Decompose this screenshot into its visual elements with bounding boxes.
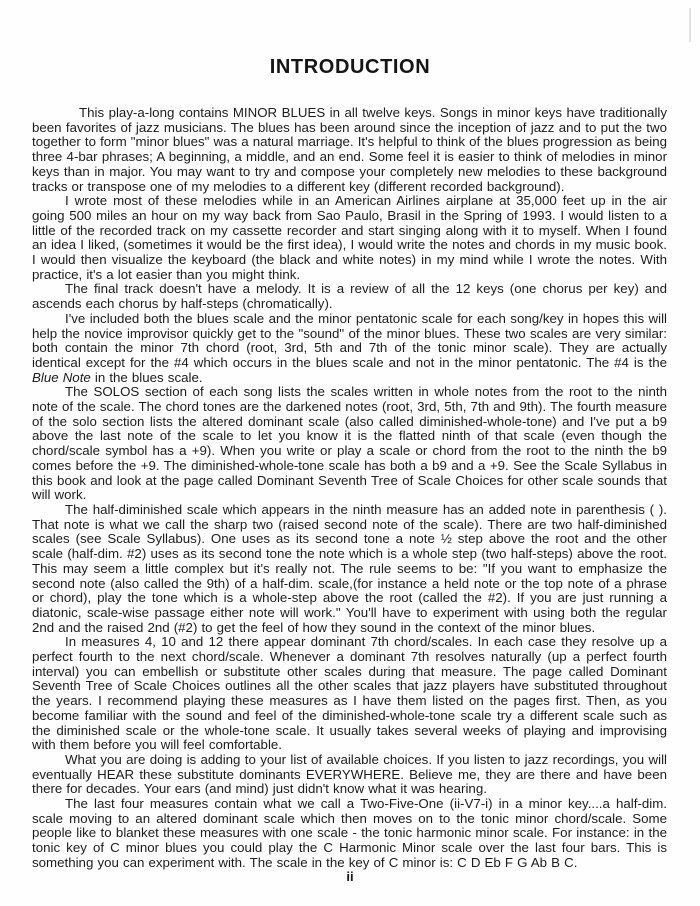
paragraph-5: The SOLOS section of each song lists the scales written in whole notes from the root to the ninth note of the scale. The chord tones are the darkened notes (root, 3rd, 5th, 7th and 9th). The fourth measure of the solo section lists the altered dominant scale (also called diminished-whole-tone) and I've put a b9 above the last note of the scale to let you know it is the flatted ninth of that scale (even though the chord/scale symbol has a +9). When you write or play a scale or chord from the root to the ninth the b9 comes before the +9. The diminished-whole-tone scale has both a b9 and a +9. See the Scale Syllabus in this book and look at the page called Dominant Seventh Tree of Scale Choices for other scale sounds that will work. <box>32 384 667 503</box>
introduction-body <box>32 106 667 871</box>
paragraph-4-italic-blue-note: Blue Note <box>32 369 91 385</box>
paragraph-6: The half-diminished scale which appears in the ninth measure has an added note in parenthesis ( ). That note is what we call the sharp two (raised second note of the scale). There are two half-diminished scales (see Scale Syllabus). One uses as its second tone a note ½ step above the root and the other scale (half-dim. #2) uses as its second tone the note which is a whole step (two half-steps) above the root. This may seem a little complex but it's really not. The rule seems to be: "If you want to emphasize the second note (also called the 9th) of a half-dim. scale,(for instance a held note or the top note of a phrase or chord), play the tone which is a whole-step above the root (called the #2). If you are just running a diatonic, scale-wise passage either note will work." You'll have to experiment with using both the regular 2nd and the raised 2nd (#2) to get the feel of how they sound in the context of the minor blues. <box>32 501 667 635</box>
paragraph-8: What you are doing is adding to your list of available choices. If you listen to jazz recordings, you will eventually HEAR these substitute dominants EVERYWHERE. Believe me, they are there and have been there for decades. Your ears (and mind) just didn't know what it was hearing. <box>32 751 667 797</box>
paragraph-4-pre: I've included both the blues scale and the minor pentatonic scale for each song/key in hopes this will help the novice improvisor quickly get to the "sound" of the minor blues. These two scales are very similar: both contain the minor 7th chord (root, 3rd, 5th and 7th of the tonic minor scale). They are actually identical except for the #4 which occurs in the blues scale and not in the minor pentatonic. The #4 is the <box>32 310 667 370</box>
paragraph-7: In measures 4, 10 and 12 there appear dominant 7th chord/scales. In each case they resolve up a perfect fourth to the next chord/scale. Whenever a dominant 7th resolves naturally (up a perfect fourth interval) you can embellish or substitute other scales during that measure. The page called Dominant Seventh Tree of Scale Choices outlines all the other scales that jazz players have substituted throughout the years. I recommend playing these measures as I have them listed on the pages first. Then, as you become familiar with the sound and feel of the diminished-whole-tone scale try a different scale such as the diminished scale or the whole-tone scale. It usually takes several weeks of playing and improvising with them before you will feel comfortable. <box>32 634 667 753</box>
paragraph-4-post: in the blues scale. <box>90 369 203 385</box>
scan-artifact <box>689 8 691 42</box>
page-title: INTRODUCTION <box>269 56 431 78</box>
paragraph-3: The final track doesn't have a melody. It is a review of all the 12 keys (one chorus per key) and ascends each chorus by half-steps (chromatically). <box>32 281 667 312</box>
page-number: ii <box>346 869 354 884</box>
paragraph-2: I wrote most of these melodies while in an American Airlines airplane at 35,000 feet up in the air going 500 miles an hour on my way back from Sao Paulo, Brasil in the Spring of 1993. I would listen to a little of the recorded track on my cassette recorder and start singing along with it to myself. When I found an idea I liked, (sometimes it would be the first idea), I would write the notes and chords in my music book. I would then visualize the keyboard (the black and white notes) in my mind while I wrote the notes. With practice, it's a lot easier than you might think. <box>32 193 667 282</box>
paragraph-9: The last four measures contain what we call a Two-Five-One (ii-V7-i) in a minor key....a half-dim. scale moving to an altered dominant scale which then moves on to the tonic minor chord/scale. Some people like to blanket these measures with one scale - the tonic harmonic minor scale. For instance: in the tonic key of C minor blues you could play the C Harmonic Minor scale over the last four bars. This is something you can experiment with. The scale in the key of C minor is: C D Eb F G Ab B C. <box>32 796 667 870</box>
paragraph-4 <box>32 312 667 386</box>
paragraph-1: This play-a-long contains MINOR BLUES in all twelve keys. Songs in minor keys have traditionally been favorites of jazz musicians. The blues has been around since the inception of jazz and to put the two together to form "minor blues" was a natural marriage. It's helpful to think of the blues progression as being three 4-bar phrases; A beginning, a middle, and an end. Some feel it is easier to think of melodies in minor keys than in major. You may want to try and compose your completely new melodies to these background tracks or transpose one of my melodies to a different key (different recorded background). <box>32 105 667 194</box>
